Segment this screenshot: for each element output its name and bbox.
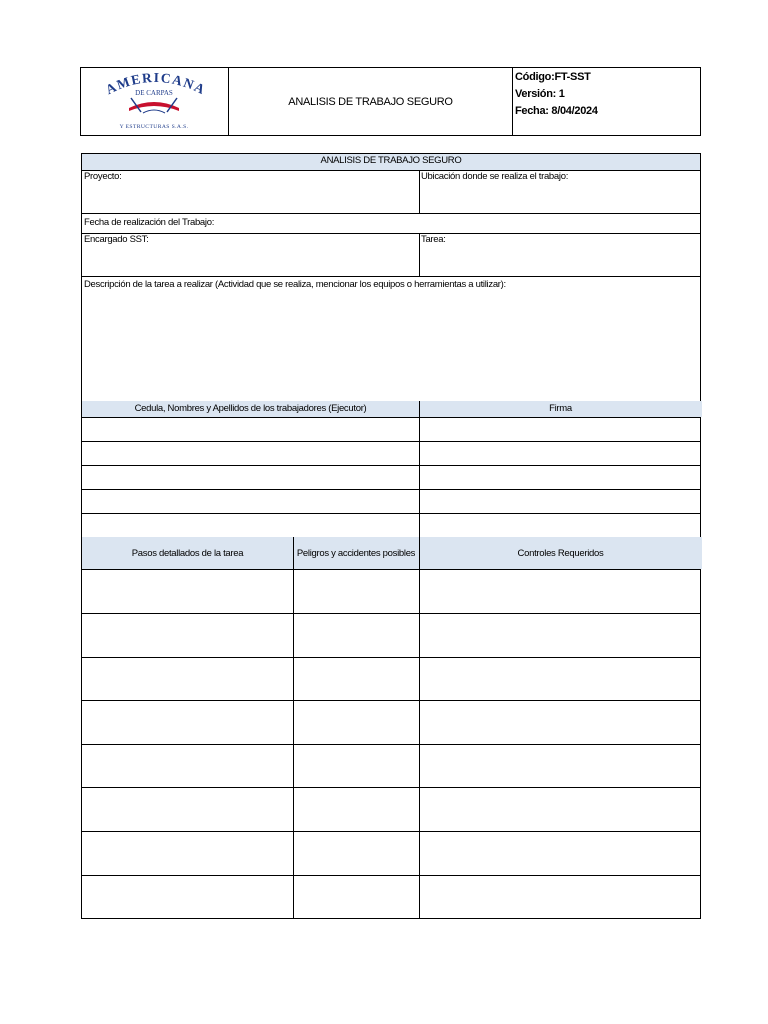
task-description-field[interactable] xyxy=(82,276,700,401)
step-hazards-cell[interactable] xyxy=(293,831,419,875)
worker-signature-cell[interactable] xyxy=(419,441,702,465)
worker-name-cell[interactable] xyxy=(82,513,419,537)
document-meta xyxy=(513,68,700,135)
worker-signature-cell[interactable] xyxy=(419,513,702,537)
worker-signature-cell[interactable] xyxy=(419,465,702,489)
project-label: Proyecto: xyxy=(84,171,122,182)
location-label: Ubicación donde se realiza el trabajo: xyxy=(421,171,569,182)
sst-manager-label: Encargado SST: xyxy=(84,234,149,245)
task-label: Tarea: xyxy=(421,234,446,245)
workers-col-header-signature: Firma xyxy=(419,401,702,417)
company-logo xyxy=(81,68,229,135)
step-hazards-cell[interactable] xyxy=(293,875,419,919)
step-hazards-cell[interactable] xyxy=(293,569,419,613)
worker-name-cell[interactable] xyxy=(82,417,419,441)
step-hazards-cell[interactable] xyxy=(293,657,419,700)
step-description-cell[interactable] xyxy=(82,657,293,700)
step-controls-cell[interactable] xyxy=(419,787,702,831)
document-code: Código:FT-SST xyxy=(515,71,591,83)
logo-graphic xyxy=(81,68,227,134)
steps-col-header-hazards: Peligros y accidentes posibles xyxy=(293,537,419,569)
form-section-title: ANALISIS DE TRABAJO SEGURO xyxy=(82,154,700,170)
task-field[interactable] xyxy=(419,233,702,276)
step-controls-cell[interactable] xyxy=(419,613,702,657)
worker-name-cell[interactable] xyxy=(82,489,419,513)
location-field[interactable] xyxy=(419,170,702,213)
work-date-field[interactable] xyxy=(82,213,700,233)
document-date: Fecha: 8/04/2024 xyxy=(515,105,598,117)
step-description-cell[interactable] xyxy=(82,700,293,744)
sst-manager-field[interactable] xyxy=(82,233,419,276)
step-hazards-cell[interactable] xyxy=(293,787,419,831)
logo-brand-middle: DE CARPAS xyxy=(135,89,173,97)
step-description-cell[interactable] xyxy=(82,875,293,919)
step-controls-cell[interactable] xyxy=(419,875,702,919)
step-controls-cell[interactable] xyxy=(419,744,702,787)
logo-brand-top: AMERICANA xyxy=(103,69,209,98)
workers-col-header-name: Cedula, Nombres y Apellidos de los trabajadores (Ejecutor) xyxy=(82,401,419,417)
step-description-cell[interactable] xyxy=(82,744,293,787)
steps-col-header-steps: Pasos detallados de la tarea xyxy=(82,537,293,569)
document-title: ANALISIS DE TRABAJO SEGURO xyxy=(229,68,513,135)
worker-name-cell[interactable] xyxy=(82,465,419,489)
logo-brand-bottom: Y ESTRUCTURAS S.A.S. xyxy=(119,124,189,130)
safe-work-analysis-form xyxy=(81,153,701,919)
document-header xyxy=(80,67,701,136)
step-controls-cell[interactable] xyxy=(419,700,702,744)
step-description-cell[interactable] xyxy=(82,831,293,875)
step-controls-cell[interactable] xyxy=(419,831,702,875)
step-controls-cell[interactable] xyxy=(419,569,702,613)
step-description-cell[interactable] xyxy=(82,569,293,613)
work-date-label: Fecha de realización del Trabajo: xyxy=(84,217,215,228)
step-hazards-cell[interactable] xyxy=(293,700,419,744)
document-version: Versión: 1 xyxy=(515,88,565,100)
worker-signature-cell[interactable] xyxy=(419,489,702,513)
step-hazards-cell[interactable] xyxy=(293,744,419,787)
steps-col-header-controls: Controles Requeridos xyxy=(419,537,702,569)
step-description-cell[interactable] xyxy=(82,787,293,831)
step-hazards-cell[interactable] xyxy=(293,613,419,657)
worker-signature-cell[interactable] xyxy=(419,417,702,441)
task-description-label: Descripción de la tarea a realizar (Actividad que se realiza, mencionar los equipos o herramientas a utilizar): xyxy=(84,279,506,290)
step-description-cell[interactable] xyxy=(82,613,293,657)
project-field[interactable] xyxy=(82,170,419,213)
worker-name-cell[interactable] xyxy=(82,441,419,465)
step-controls-cell[interactable] xyxy=(419,657,702,700)
